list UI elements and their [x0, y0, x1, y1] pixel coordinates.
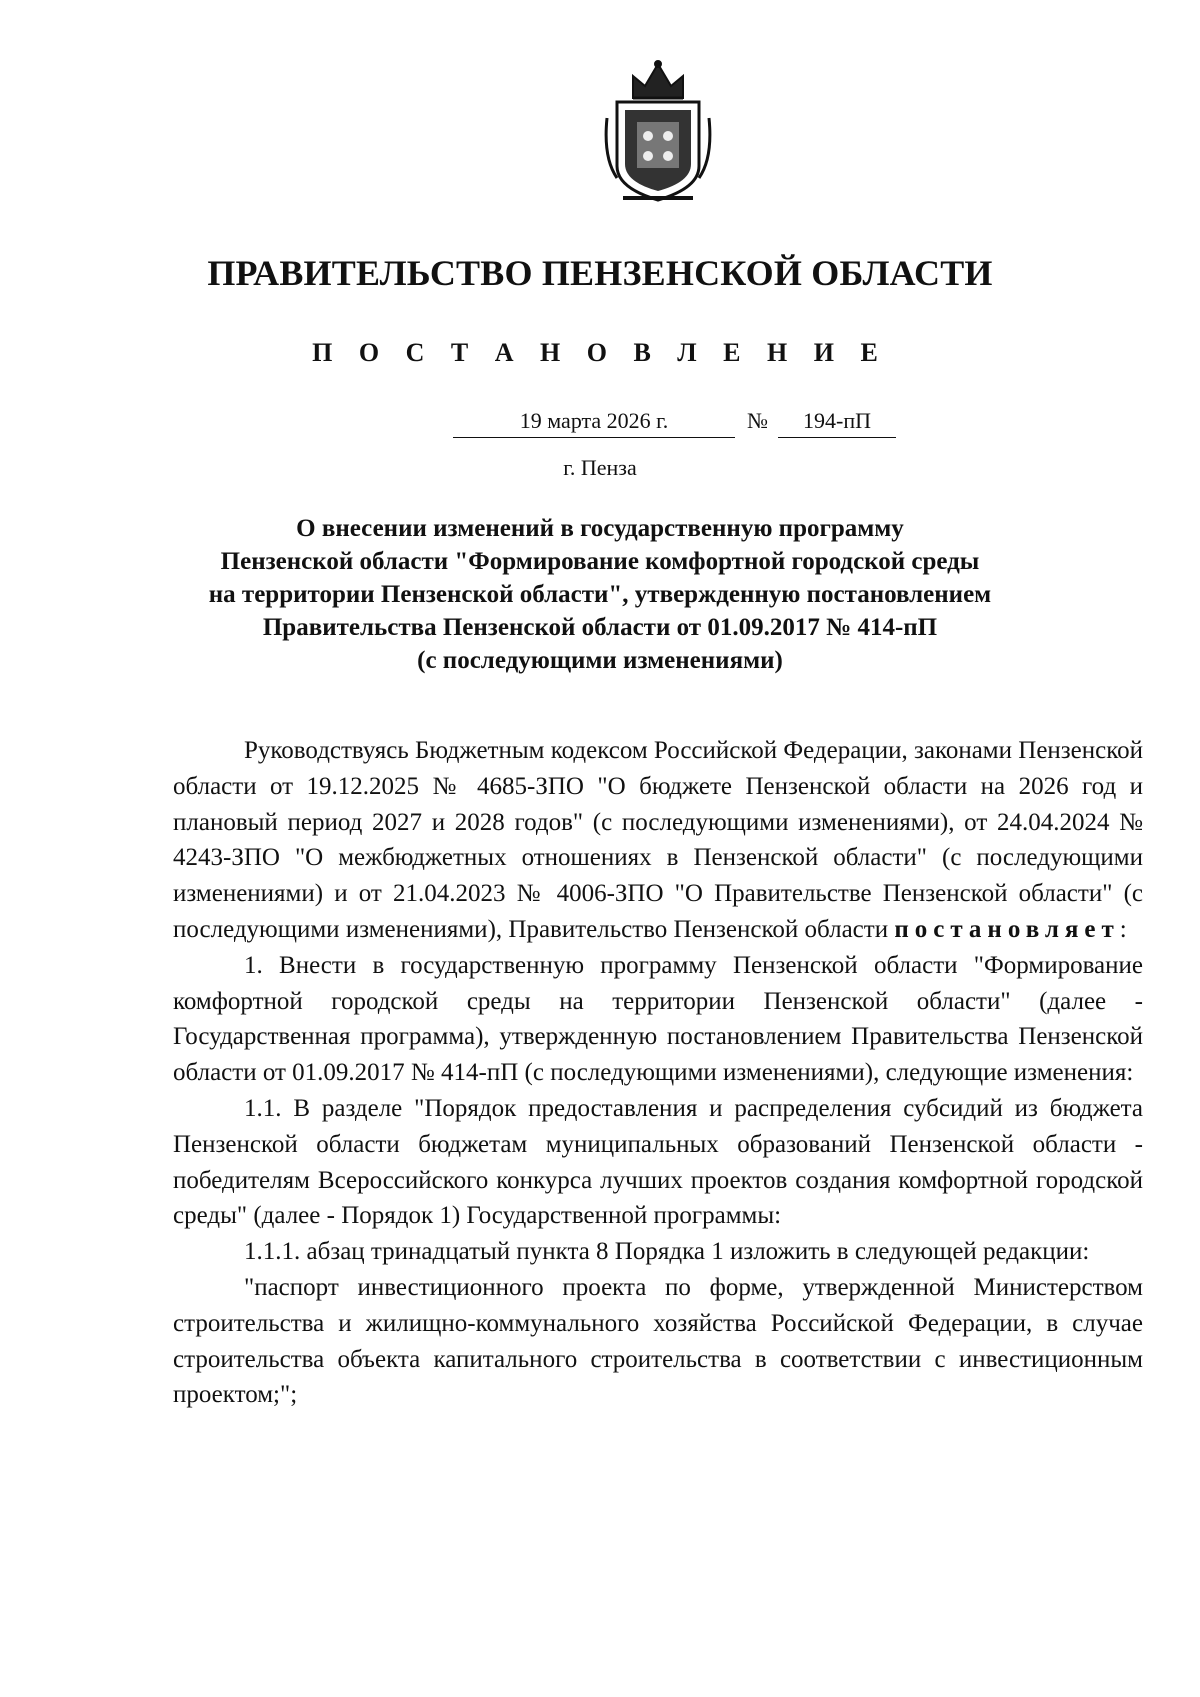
clause-1: 1. Внести в государственную программу Пензенской области "Формирование комфортной городской среды на территории Пензенской области" (далее - Государственная программа), утвержденную постановлением Правительства Пензенской области от 01.09.2017 № 414-пП (с последующими изменениями), следующие изменения:	[173, 951, 1143, 1087]
document-city: г. Пенза	[563, 455, 637, 480]
preamble-colon: :	[1119, 915, 1127, 943]
number-sign: №	[747, 408, 768, 433]
document-date: 19 марта 2026 г.	[453, 407, 735, 438]
preamble-paragraph	[173, 733, 1143, 948]
organization-title: ПРАВИТЕЛЬСТВО ПЕНЗЕНСКОЙ ОБЛАСТИ	[207, 253, 993, 293]
document-subject	[170, 512, 1030, 677]
subject-line: Пензенской области "Формирование комфортной городской среды	[220, 548, 980, 575]
shield-icon	[606, 102, 710, 200]
coat-of-arms-emblem	[603, 58, 713, 208]
document-body	[173, 733, 1143, 1413]
document-number: 194-пП	[778, 407, 896, 438]
subject-line: О внесении изменений в государственную программу	[296, 515, 904, 542]
quoted-text: "паспорт инвестиционного проекта по форме, утвержденной Министерством строительства и жилищно-коммунального хозяйства Российской Федерации, в случае строительства объекта капитального строительства в соответствии с инвестиционным проектом;";	[173, 1273, 1143, 1409]
subject-line: на территории Пензенской области", утвержденную постановлением	[208, 581, 992, 608]
preamble-text: Руководствуясь Бюджетным кодексом Российской Федерации, законами Пензенской области от 19.12.2025 № 4685-ЗПО "О бюджете Пензенской области на 2026 год и плановый период 2027 и 2028 годов" (с последующими изменениями), от 24.04.2024 № 4243-ЗПО "О межбюджетных отношениях в Пензенской области" (с последующими изменениями) и от 21.04.2023 № 4006-ЗПО "О Правительстве Пензенской области" (с последующими изменениями), Правительство Пензенской области	[173, 737, 1143, 943]
document-type: П О С Т А Н О В Л Е Н И Е	[312, 338, 888, 367]
resolves-word: постановляет	[894, 915, 1120, 943]
clause-1-1: 1.1. В разделе "Порядок предоставления и распределения субсидий из бюджета Пензенской области бюджетам муниципальных образований Пензенской области - победителям Всероссийского конкурса лучших проектов создания комфортной городской среды" (далее - Порядок 1) Государственной программы:	[173, 1094, 1143, 1230]
subject-line: Правительства Пензенской области от 01.09.2017 № 414-пП	[262, 614, 938, 641]
clause-1-1-1: 1.1.1. абзац тринадцатый пункта 8 Порядка 1 изложить в следующей редакции:	[244, 1238, 1090, 1266]
crown-icon	[633, 61, 683, 98]
subject-line: (с последующими изменениями)	[417, 647, 783, 674]
